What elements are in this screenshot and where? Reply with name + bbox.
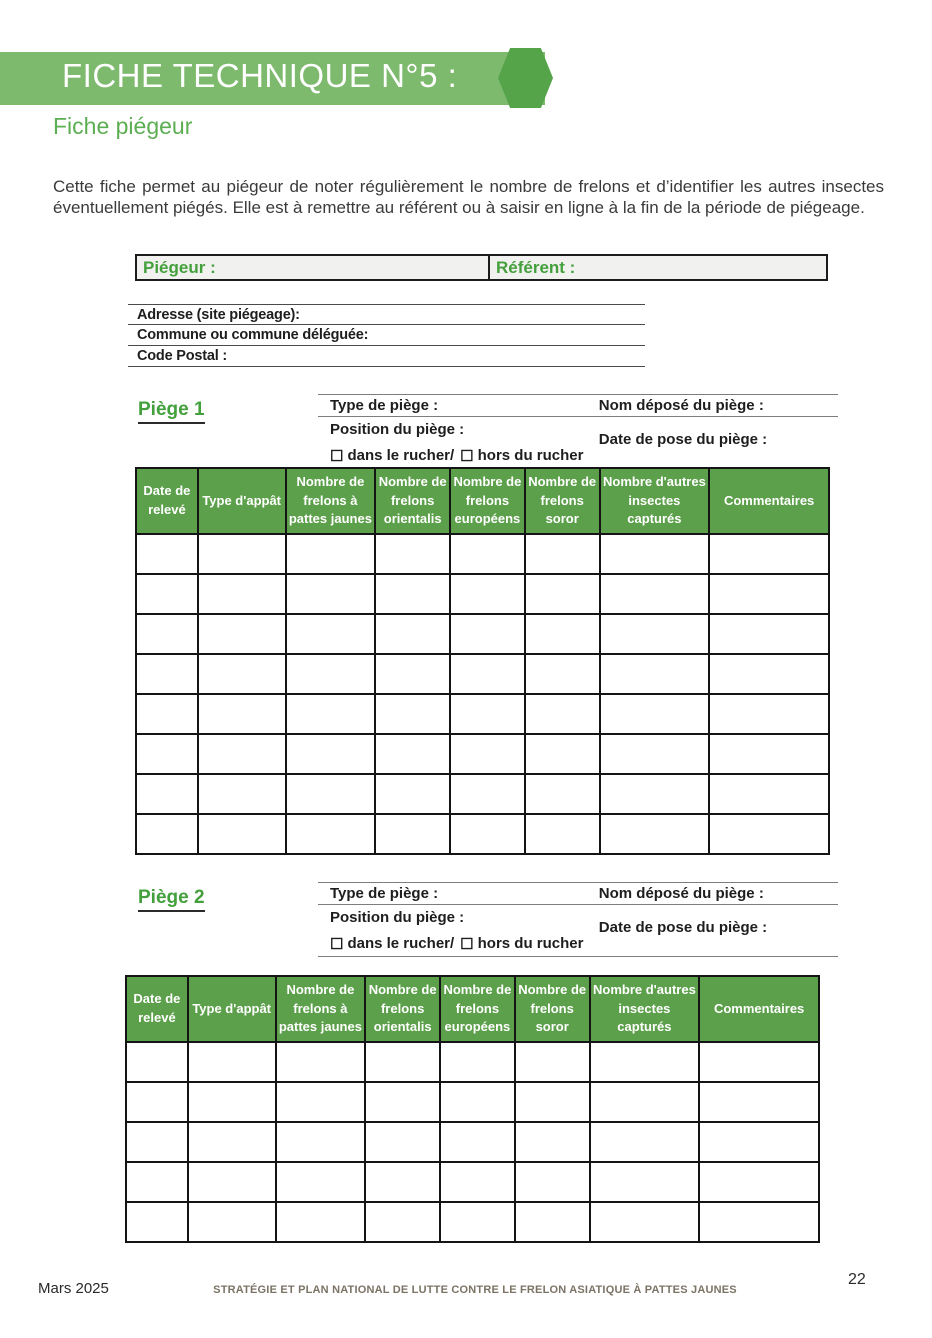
checkbox-in-apiary-label: dans le rucher/	[347, 935, 455, 952]
empty-cell	[198, 574, 286, 614]
col-header-date: Date de relevé	[136, 468, 198, 534]
empty-cell	[440, 1042, 515, 1082]
empty-cell	[375, 574, 450, 614]
identity-bar	[135, 254, 828, 281]
empty-cell	[590, 1082, 700, 1122]
empty-cell	[525, 774, 600, 814]
checkbox-out-apiary-icon: ☐	[460, 447, 474, 465]
trap-name-label: Nom déposé du piège :	[598, 885, 764, 902]
empty-cell	[699, 1202, 819, 1242]
empty-cell	[286, 734, 376, 774]
empty-cell	[525, 534, 600, 574]
empty-cell	[709, 774, 829, 814]
commune-field	[128, 325, 645, 346]
trap2-type-row	[318, 882, 838, 905]
col-header-bait: Type d'appât	[198, 468, 286, 534]
empty-cell	[699, 1122, 819, 1162]
empty-cell	[365, 1122, 440, 1162]
empty-cell	[286, 694, 376, 734]
empty-cell	[198, 534, 286, 574]
trap2-heading: Piège 2	[138, 887, 205, 912]
postal-code-field	[128, 346, 645, 367]
empty-cell	[375, 654, 450, 694]
table-row	[126, 1202, 819, 1242]
empty-cell	[188, 1082, 276, 1122]
empty-cell	[450, 694, 525, 734]
footer-document-title: STRATÉGIE ET PLAN NATIONAL DE LUTTE CONTRE LE FRELON ASIATIQUE À PATTES JAUNES	[213, 1284, 737, 1296]
table-row	[126, 1042, 819, 1082]
empty-cell	[375, 534, 450, 574]
empty-cell	[188, 1122, 276, 1162]
empty-cell	[440, 1082, 515, 1122]
checkbox-out-apiary-label: hors du rucher	[477, 447, 584, 464]
empty-cell	[136, 534, 198, 574]
table-row	[136, 574, 829, 614]
empty-cell	[515, 1042, 590, 1082]
col-header-european: Nombre de frelons européens	[450, 468, 525, 534]
trap-type-label: Type de piège :	[330, 397, 439, 414]
empty-cell	[600, 774, 710, 814]
empty-cell	[136, 574, 198, 614]
col-header-other-insects: Nombre d'autres insectes capturés	[600, 468, 710, 534]
empty-cell	[450, 614, 525, 654]
referent-field: Référent :	[496, 257, 576, 277]
empty-cell	[709, 534, 829, 574]
empty-cell	[590, 1162, 700, 1202]
banner	[0, 52, 545, 105]
empty-cell	[709, 614, 829, 654]
empty-cell	[365, 1202, 440, 1242]
trap1-left-col	[318, 417, 599, 468]
empty-cell	[600, 734, 710, 774]
empty-cell	[136, 614, 198, 654]
empty-cell	[515, 1162, 590, 1202]
page-title: FICHE TECHNIQUE N°5 :	[62, 57, 458, 94]
empty-cell	[136, 734, 198, 774]
col-header-orientalis: Nombre de frelons orientalis	[375, 468, 450, 534]
empty-cell	[276, 1082, 366, 1122]
empty-cell	[709, 814, 829, 854]
empty-cell	[525, 694, 600, 734]
empty-cell	[188, 1162, 276, 1202]
empty-cell	[515, 1082, 590, 1122]
empty-cell	[525, 814, 600, 854]
trap-date-label: Date de pose du piège :	[598, 919, 768, 936]
empty-cell	[375, 774, 450, 814]
empty-cell	[525, 574, 600, 614]
trap-name-label: Nom déposé du piège :	[598, 397, 764, 414]
page-number: 22	[848, 1271, 866, 1288]
col-header-other-insects: Nombre d'autres insectes capturés	[590, 976, 700, 1042]
empty-cell	[136, 774, 198, 814]
table-header-row	[136, 468, 829, 534]
empty-cell	[365, 1082, 440, 1122]
empty-cell	[286, 814, 376, 854]
table-row	[136, 694, 829, 734]
empty-cell	[365, 1162, 440, 1202]
table-row	[126, 1082, 819, 1122]
trap-position-label: Position du piège :	[330, 909, 465, 926]
empty-cell	[440, 1122, 515, 1162]
empty-cell	[126, 1042, 188, 1082]
footer-date: Mars 2025	[38, 1280, 109, 1297]
col-header-bait: Type d'appât	[188, 976, 276, 1042]
empty-cell	[440, 1202, 515, 1242]
table-row	[136, 774, 829, 814]
empty-cell	[590, 1122, 700, 1162]
commune-label: Commune ou commune déléguée:	[137, 327, 369, 343]
subtitle: Fiche piégeur	[53, 113, 193, 139]
empty-cell	[590, 1042, 700, 1082]
empty-cell	[276, 1162, 366, 1202]
empty-cell	[375, 814, 450, 854]
empty-cell	[136, 654, 198, 694]
col-header-comments: Commentaires	[709, 468, 829, 534]
empty-cell	[600, 534, 710, 574]
empty-cell	[276, 1122, 366, 1162]
empty-cell	[600, 614, 710, 654]
trap2-location-checkboxes	[330, 931, 599, 956]
trap1-info	[318, 394, 838, 468]
address-field	[128, 304, 645, 325]
table-row	[136, 654, 829, 694]
empty-cell	[450, 574, 525, 614]
table-row	[136, 814, 829, 854]
empty-cell	[276, 1042, 366, 1082]
address-label: Adresse (site piégeage):	[137, 306, 300, 323]
trap1-location-checkboxes	[330, 443, 599, 468]
checkbox-in-apiary-label: dans le rucher/	[347, 447, 455, 464]
empty-cell	[450, 774, 525, 814]
checkbox-in-apiary-icon: ☐	[330, 447, 344, 465]
empty-cell	[525, 614, 600, 654]
trap-date-label: Date de pose du piège :	[598, 431, 768, 448]
checkbox-in-apiary-icon: ☐	[330, 935, 344, 953]
col-header-yellow-legged: Nombre de frelons à pattes jaunes	[286, 468, 376, 534]
table-row	[126, 1122, 819, 1162]
trapper-field: Piégeur :	[137, 256, 490, 279]
table-row	[136, 734, 829, 774]
trap-type-label: Type de piège :	[330, 885, 439, 902]
empty-cell	[198, 734, 286, 774]
trap1-lower	[318, 417, 838, 468]
empty-cell	[126, 1202, 188, 1242]
empty-cell	[600, 694, 710, 734]
empty-cell	[286, 574, 376, 614]
empty-cell	[709, 734, 829, 774]
empty-cell	[286, 534, 376, 574]
empty-cell	[375, 614, 450, 654]
empty-cell	[375, 694, 450, 734]
col-header-european: Nombre de frelons européens	[440, 976, 515, 1042]
empty-cell	[515, 1202, 590, 1242]
empty-cell	[709, 694, 829, 734]
empty-cell	[286, 654, 376, 694]
col-header-soror: Nombre de frelons soror	[515, 976, 590, 1042]
empty-cell	[198, 654, 286, 694]
empty-cell	[188, 1042, 276, 1082]
intro-paragraph: Cette fiche permet au piégeur de noter régulièrement le nombre de frelons et d’identifier les autres insectes éventuellement piégés. Elle est à remettre au référent ou à saisir en ligne à la fin de la période de piégeage.	[53, 177, 884, 218]
empty-cell	[198, 814, 286, 854]
empty-cell	[699, 1162, 819, 1202]
checkbox-out-apiary-label: hors du rucher	[477, 935, 584, 952]
col-header-date: Date de relevé	[126, 976, 188, 1042]
empty-cell	[709, 574, 829, 614]
empty-cell	[440, 1162, 515, 1202]
empty-cell	[450, 814, 525, 854]
empty-cell	[450, 534, 525, 574]
empty-cell	[198, 774, 286, 814]
empty-cell	[590, 1202, 700, 1242]
table-row	[136, 534, 829, 574]
postal-code-label: Code Postal :	[137, 348, 228, 364]
empty-cell	[136, 694, 198, 734]
trap2-lower	[318, 905, 838, 957]
address-block	[128, 304, 645, 367]
empty-cell	[126, 1082, 188, 1122]
empty-cell	[699, 1082, 819, 1122]
empty-cell	[286, 614, 376, 654]
empty-cell	[450, 734, 525, 774]
col-header-soror: Nombre de frelons soror	[525, 468, 600, 534]
empty-cell	[525, 734, 600, 774]
col-header-yellow-legged: Nombre de frelons à pattes jaunes	[276, 976, 366, 1042]
empty-cell	[525, 654, 600, 694]
empty-cell	[709, 654, 829, 694]
table-header-row	[126, 976, 819, 1042]
trap1-type-row	[318, 394, 838, 417]
empty-cell	[276, 1202, 366, 1242]
empty-cell	[126, 1162, 188, 1202]
trap-position-label: Position du piège :	[330, 421, 465, 438]
empty-cell	[515, 1122, 590, 1162]
empty-cell	[126, 1122, 188, 1162]
table-row	[136, 614, 829, 654]
empty-cell	[699, 1042, 819, 1082]
trap1-heading: Piège 1	[138, 399, 205, 424]
empty-cell	[198, 694, 286, 734]
empty-cell	[365, 1042, 440, 1082]
empty-cell	[188, 1202, 276, 1242]
empty-cell	[450, 654, 525, 694]
col-header-orientalis: Nombre de frelons orientalis	[365, 976, 440, 1042]
empty-cell	[198, 614, 286, 654]
trap2-left-col	[318, 905, 599, 956]
empty-cell	[600, 814, 710, 854]
table-row	[126, 1162, 819, 1202]
col-header-comments: Commentaires	[699, 976, 819, 1042]
trap2-info	[318, 882, 838, 957]
empty-cell	[600, 654, 710, 694]
empty-cell	[136, 814, 198, 854]
checkbox-out-apiary-icon: ☐	[460, 935, 474, 953]
trap1-log-table	[135, 467, 830, 855]
empty-cell	[600, 574, 710, 614]
empty-cell	[286, 774, 376, 814]
empty-cell	[375, 734, 450, 774]
trap2-log-table	[125, 975, 820, 1243]
